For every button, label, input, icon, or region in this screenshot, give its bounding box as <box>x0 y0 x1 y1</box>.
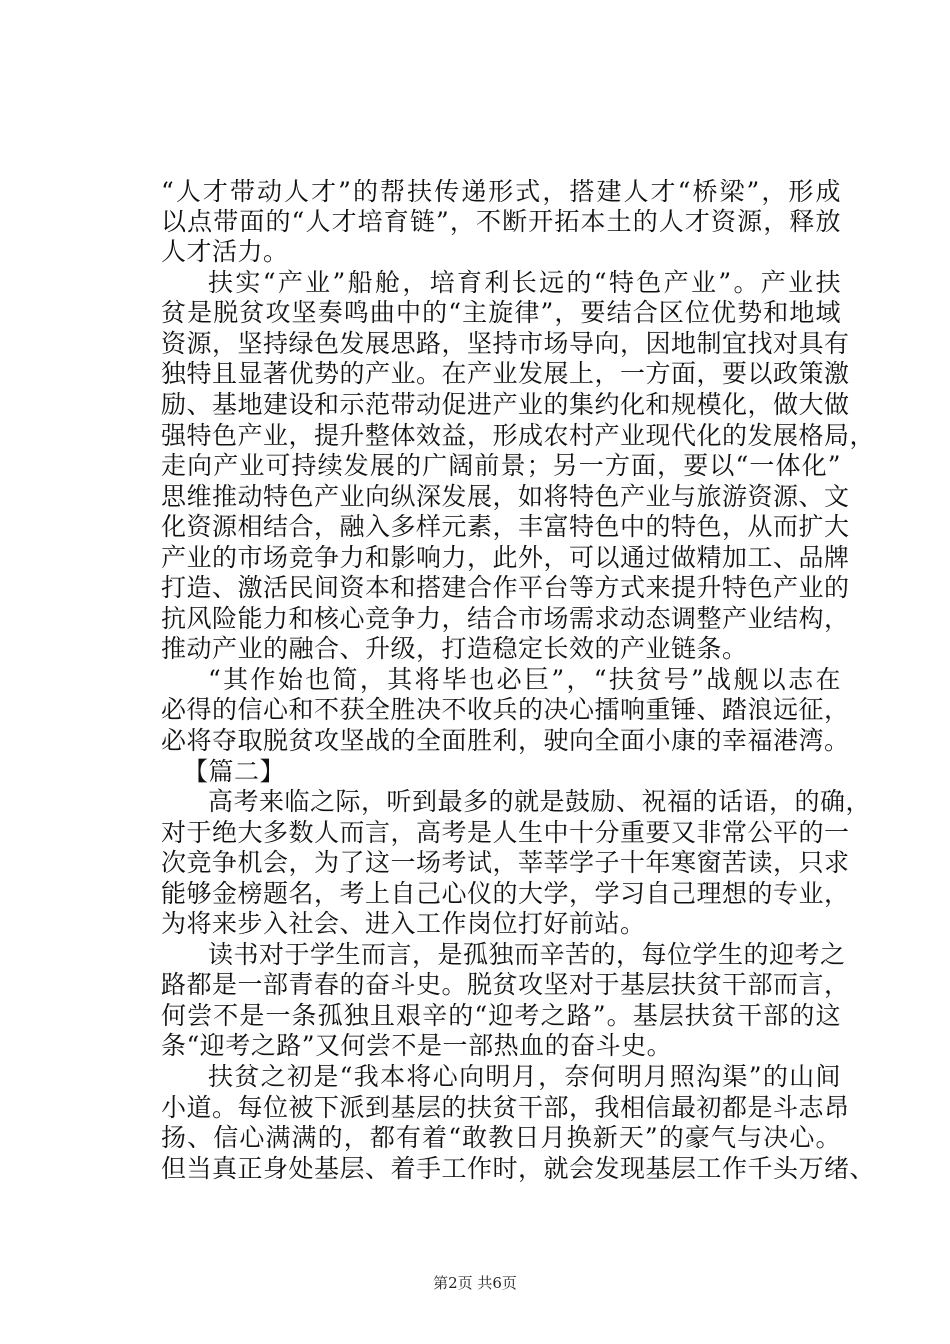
text-line: 何尝不是一条孤独且艰辛的“迎考之路”。基层扶贫干部的这 <box>161 1001 841 1030</box>
text-line: 推动产业的融合、升级，打造稳定长效的产业链条。 <box>161 634 748 663</box>
text-line: 为将来步入社会、进入工作岗位打好前站。 <box>161 909 646 938</box>
text-line: 读书对于学生而言，是孤独而辛苦的，每位学生的迎考之 <box>208 940 846 969</box>
text-line: 抗风险能力和核心竞争力，结合市场需求动态调整产业结构， <box>161 604 850 633</box>
text-line: 次竞争机会，为了这一场考试，莘莘学子十年寒窗苦读，只求 <box>161 848 850 877</box>
text-line: 路都是一部青春的奋斗史。脱贫攻坚对于基层扶贫干部而言， <box>161 970 850 999</box>
text-line: 贫是脱贫攻坚奏鸣曲中的“主旋律”，要结合区位优势和地域 <box>161 298 841 327</box>
text-line: 能够金榜题名，考上自己心仪的大学，学习自己理想的专业， <box>161 879 850 908</box>
page-number-footer: 第2页 共6页 <box>433 1274 517 1292</box>
text-line: 高考来临之际，听到最多的就是鼓励、祝福的话语，的确， <box>208 787 872 816</box>
text-line: 资源，坚持绿色发展思路，坚持市场导向，因地制宜找对具有 <box>161 329 850 358</box>
text-line: 思维推动特色产业向纵深发展，如将特色产业与旅游资源、文 <box>161 482 850 511</box>
text-line: 扶贫之初是“我本将心向明月，奈何明月照沟渠”的山间 <box>208 1062 841 1091</box>
text-line: 扬、信心满满的，都有着“敢教日月换新天”的豪气与决心。 <box>161 1123 841 1152</box>
text-line: 产业的市场竞争力和影响力，此外，可以通过做精加工、品牌 <box>161 543 850 572</box>
text-line: 必得的信心和不获全胜决不收兵的决心擂响重锤、踏浪远征， <box>161 695 850 724</box>
text-line: 条“迎考之路”又何尝不是一部热血的奋斗史。 <box>161 1031 673 1060</box>
text-line: 对于绝大多数人而言，高考是人生中十分重要又非常公平的一 <box>161 818 850 847</box>
text-line: 打造、激活民间资本和搭建合作平台等方式来提升特色产业的 <box>161 573 850 602</box>
text-line: 小道。每位被下派到基层的扶贫干部，我相信最初都是斗志昂 <box>161 1093 850 1122</box>
text-line: 人才活力。 <box>161 237 289 266</box>
text-line: “人才带动人才”的帮扶传递形式，搭建人才“桥梁”，形成 <box>161 177 841 206</box>
text-line: 走向产业可持续发展的广阔前景；另一方面，要以“一体化” <box>161 451 841 480</box>
text-line: 以点带面的“人才培育链”，不断开拓本土的人才资源，释放 <box>161 207 841 236</box>
text-line: “其作始也简，其将毕也必巨”，“扶贫号”战舰以志在 <box>208 665 841 694</box>
text-line: 独特且显著优势的产业。在产业发展上，一方面，要以政策激 <box>161 359 850 388</box>
section-heading: 【篇二】 <box>183 757 286 786</box>
text-line: 但当真正身处基层、着手工作时，就会发现基层工作千头万绪、 <box>161 1154 876 1183</box>
text-line: 必将夺取脱贫攻坚战的全面胜利，驶向全面小康的幸福港湾。 <box>161 726 850 755</box>
text-line: 扶实“产业”船舱，培育利长远的“特色产业”。产业扶 <box>208 268 841 297</box>
text-line: 化资源相结合，融入多样元素，丰富特色中的特色，从而扩大 <box>161 512 850 541</box>
text-line: 励、基地建设和示范带动促进产业的集约化和规模化，做大做 <box>161 390 850 419</box>
text-line: 强特色产业，提升整体效益，形成农村产业现代化的发展格局， <box>161 421 876 450</box>
